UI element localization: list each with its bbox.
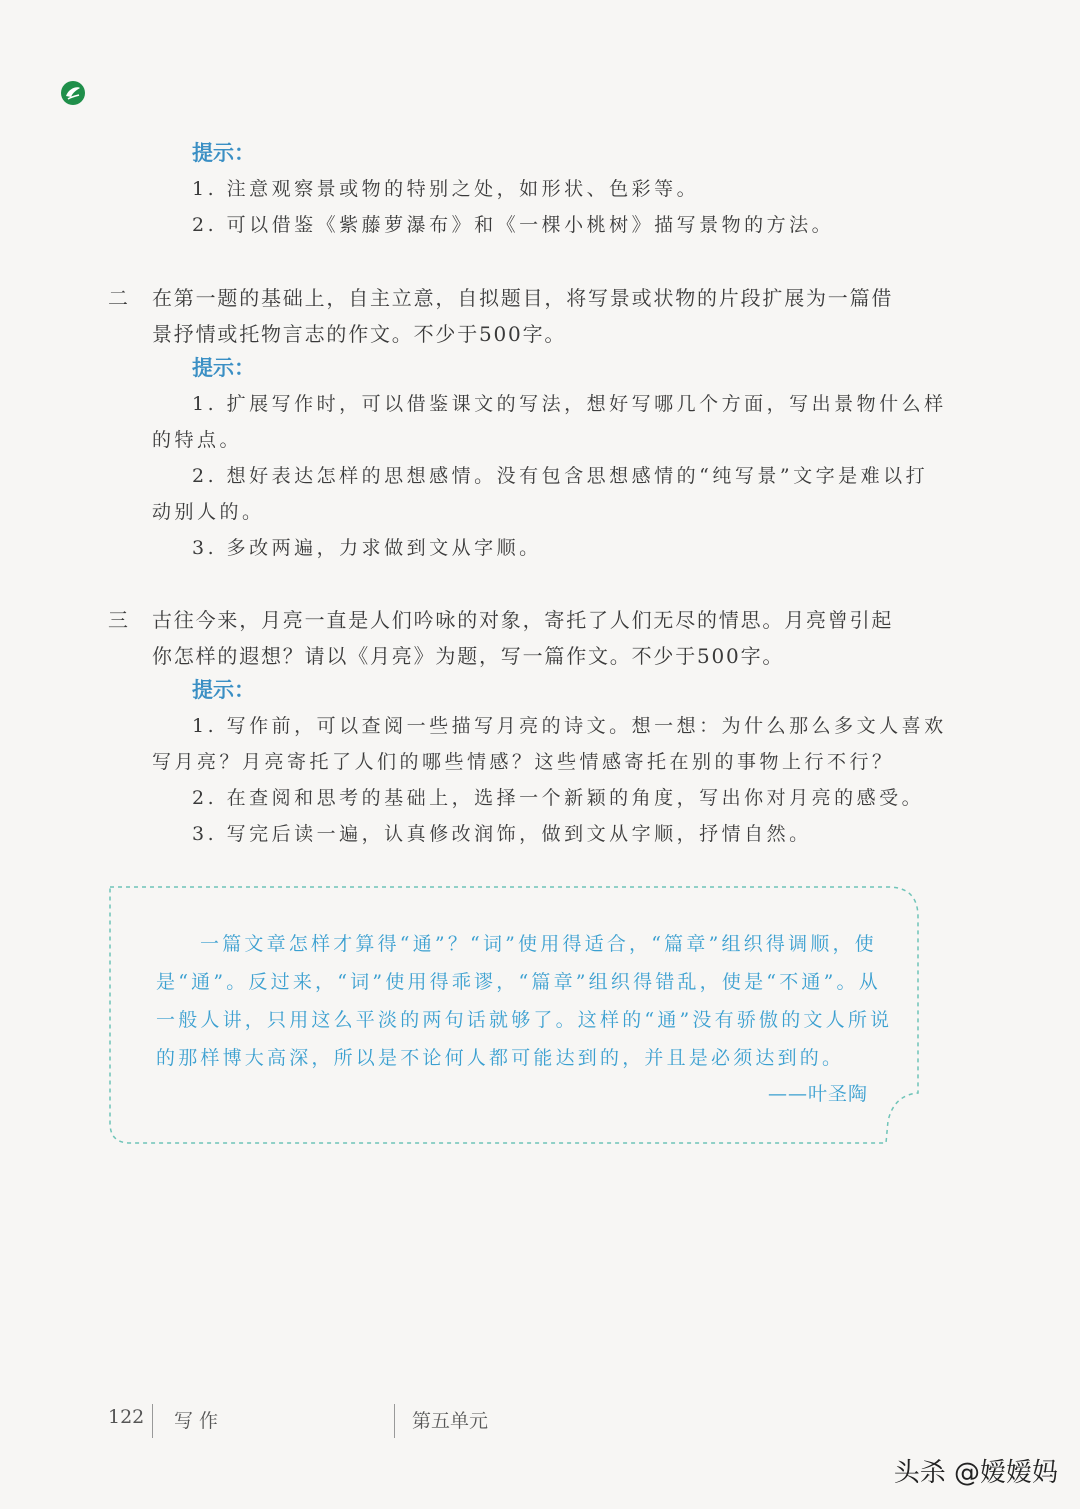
tip-2-1-line2: 的特点。 [152, 429, 243, 451]
section-three-task-line1: 古往今来，月亮一直是人们吟咏的对象，寄托了人们无尽的情思。月亮曾引起 [152, 608, 894, 632]
footer-unit: 第五单元 [412, 1410, 489, 1432]
quote-author: ——叶圣陶 [768, 1083, 869, 1105]
footer-divider-1 [152, 1404, 153, 1438]
quote-line-3: 一般人讲，只用这么平淡的两句话就够了。这样的“通”没有骄傲的文人所说 [156, 1009, 893, 1031]
footer-section: 写 作 [174, 1410, 219, 1432]
tip-2-1-line1: 1. 扩展写作时，可以借鉴课文的写法，想好写哪几个方面，写出景物什么样 [192, 393, 947, 415]
tip-3-1-line2: 写月亮？月亮寄托了人们的哪些情感？这些情感寄托在别的事物上行不行？ [152, 751, 895, 773]
section-three-number: 三 [108, 608, 128, 632]
footer-divider-2 [394, 1404, 395, 1438]
tip-3-2: 2. 在查阅和思考的基础上，选择一个新颖的角度，写出你对月亮的感受。 [192, 787, 925, 809]
hint-label-3: 提示： [192, 678, 255, 702]
tip-3-1-line1: 1. 写作前，可以查阅一些描写月亮的诗文。想一想：为什么那么多文人喜欢 [192, 715, 947, 737]
section-two-task-line2: 景抒情或托物言志的作文。不少于500字。 [152, 322, 567, 346]
section-three-task-line2: 你怎样的遐想？请以《月亮》为题，写一篇作文。不少于500字。 [152, 644, 785, 668]
tip-1-1: 1. 注意观察景或物的特别之处，如形状、色彩等。 [192, 178, 700, 200]
quote-line-4: 的那样博大高深，所以是不论何人都可能达到的，并且是必须达到的。 [156, 1047, 845, 1069]
quote-box [108, 885, 920, 1145]
tip-2-2-line1: 2. 想好表达怎样的思想感情。没有包含思想感情的“纯写景”文字是难以打 [192, 465, 929, 487]
section-two-number: 二 [108, 286, 128, 310]
tip-1-2: 2. 可以借鉴《紫藤萝瀑布》和《一棵小桃树》描写景物的方法。 [192, 214, 835, 236]
quote-line-1: 一篇文章怎样才算得“通”？“词”使用得适合，“篇章”组织得调顺，使 [200, 933, 877, 955]
tip-2-2-line2: 动别人的。 [152, 501, 265, 523]
tip-3-3: 3. 写完后读一遍，认真修改润饰，做到文从字顺，抒情自然。 [192, 823, 812, 845]
source-watermark: 头杀 @嫒嫒妈 [893, 1458, 1058, 1488]
tip-2-3: 3. 多改两遍，力求做到文从字顺。 [192, 537, 542, 559]
hint-label-1: 提示： [192, 141, 255, 165]
quote-line-2: 是“通”。反过来，“词”使用得乖谬，“篇章”组织得错乱，使是“不通”。从 [156, 971, 881, 993]
hint-label-2: 提示： [192, 356, 255, 380]
section-two-task-line1: 在第一题的基础上，自主立意，自拟题目，将写景或状物的片段扩展为一篇借 [152, 286, 894, 310]
green-leaf-logo-icon [60, 80, 86, 106]
page-number: 122 [108, 1406, 145, 1428]
